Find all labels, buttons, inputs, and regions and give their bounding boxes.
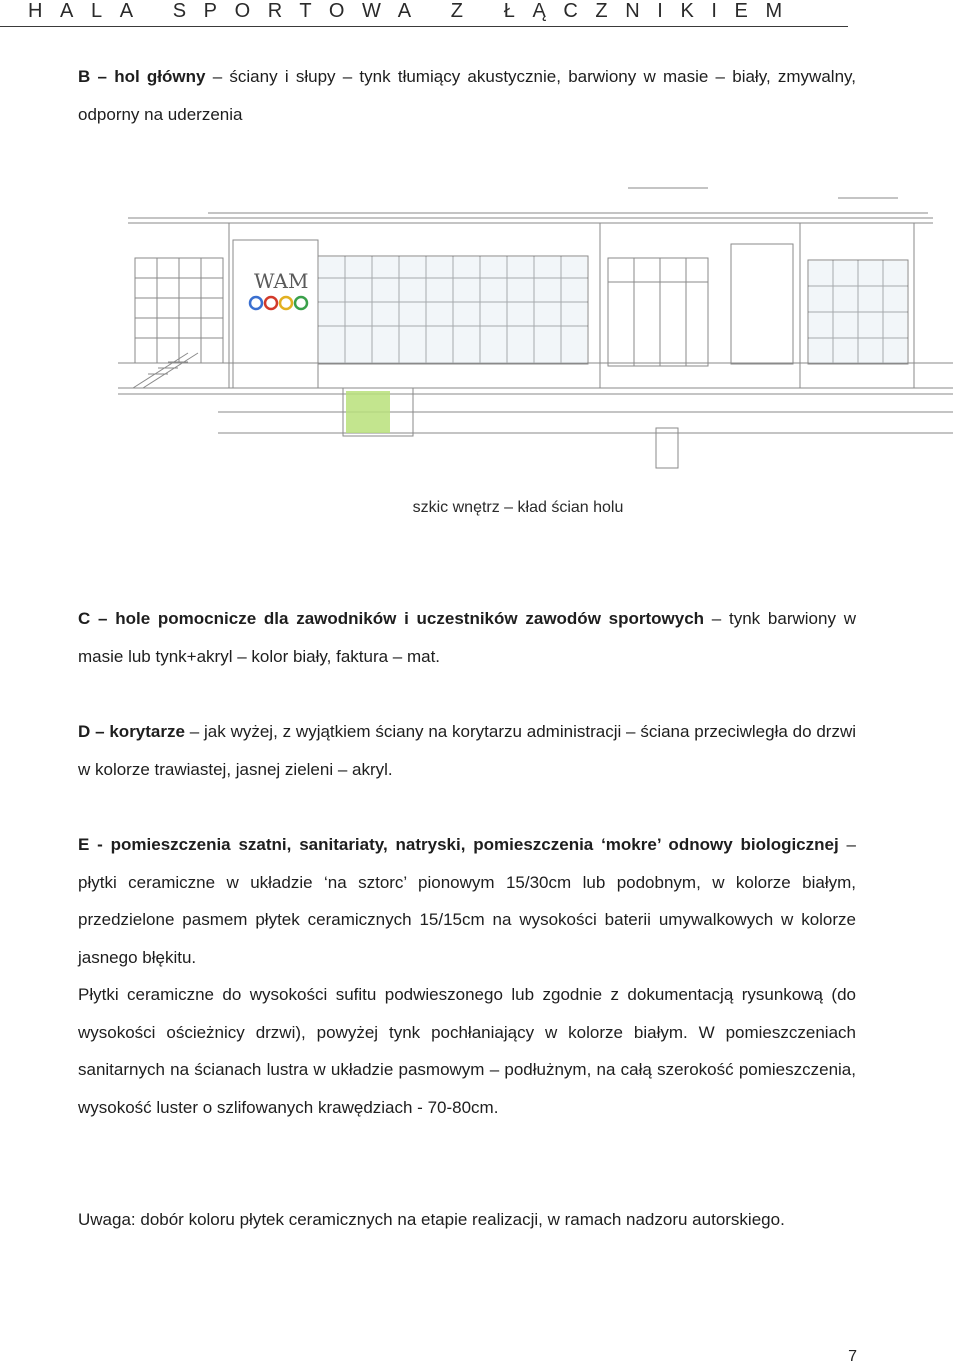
section-b-letter: B xyxy=(78,67,91,86)
page-number: 7 xyxy=(848,1348,857,1365)
logo-text: WAM xyxy=(254,269,309,293)
section-c-paragraph xyxy=(78,600,856,675)
section-d-text: – jak wyżej, z wyjątkiem ściany na korytarzu administracji – ściana przeciwległa do drzwi w kolorze trawiastej, jasnej zieleni – akryl. xyxy=(78,722,856,779)
section-e-heading: E - pomieszczenia szatni, sanitariaty, natryski, pomieszczenia ‘mokre’ odnowy biologicznej xyxy=(78,835,839,854)
section-b-heading: hol główny xyxy=(114,67,206,86)
section-c-heading: – hole pomocnicze dla zawodników i uczestników zawodów sportowych xyxy=(90,609,705,628)
tiles-paragraph: Płytki ceramiczne do wysokości sufitu podwieszonego lub zgodnie z dokumentacją rysunkową (do wysokości ościeżnicy drzwi), powyżej tynk pochłaniający w kolorze białym. W pomieszczeniach sanitarnych na ścianach lustra w układzie pasmowym – podłużnym, na całą szerokość pomieszczenia, wysokość luster o szlifowanych krawędziach - 70-80cm. xyxy=(78,985,856,1117)
section-e-paragraph xyxy=(78,826,856,976)
figure-caption: szkic wnętrz – kład ścian holu xyxy=(412,499,624,516)
section-d-heading: – korytarze xyxy=(90,722,185,741)
section-b-dash: – xyxy=(90,67,115,86)
section-c-letter: C xyxy=(78,609,91,628)
page-header xyxy=(0,0,960,30)
interior-sketch xyxy=(78,178,958,478)
note-paragraph: Uwaga: dobór koloru płytek ceramicznych na etapie realizacji, w ramach nadzoru autorskiego. xyxy=(78,1210,785,1229)
section-b-paragraph xyxy=(78,58,856,134)
section-d-paragraph xyxy=(78,713,856,788)
section-c-text: – tynk barwiony w masie lub tynk+akryl – kolor biały, faktura – mat. xyxy=(78,609,856,666)
green-room xyxy=(346,391,390,433)
section-b-text: – ściany i słupy – tynk tłumiący akustycznie, barwiony w masie – biały, zmywalny, odporny na uderzenia xyxy=(78,67,856,124)
header-rule xyxy=(0,26,848,27)
section-d-letter: D xyxy=(78,722,91,741)
section-e-text: – płytki ceramiczne w układzie ‘na sztorc’ pionowym 15/30cm lub podobnym, w kolorze białym, przedzielone pasmem płytek ceramicznych 15/15cm na wysokości baterii umywalkowych w kolorze jasnego błękitu. xyxy=(78,835,856,967)
olympic-rings-icon xyxy=(250,297,307,309)
document-title: HALA SPORTOWA Z ŁĄCZNIKIEM xyxy=(28,0,800,22)
